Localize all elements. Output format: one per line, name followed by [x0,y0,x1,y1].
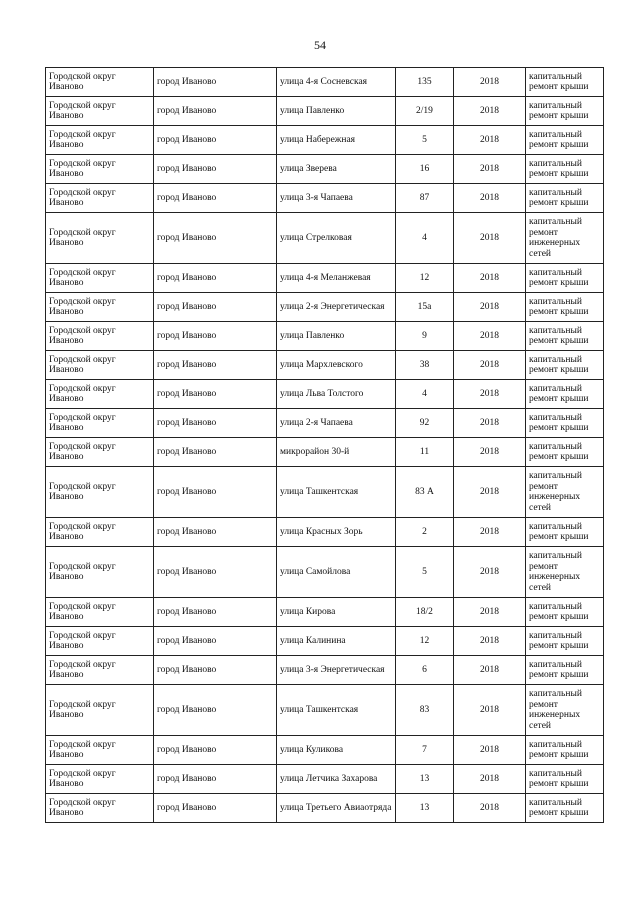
city-cell: город Иваново [154,126,277,155]
year-cell: 2018 [454,155,526,184]
district-cell: Городской округ Иваново [46,736,154,765]
work-type-cell: капитальный ремонт крыши [526,656,604,685]
house-number-cell: 13 [396,794,454,823]
table-row [46,264,604,293]
street-cell: улица Красных Зорь [277,518,396,547]
street-cell: улица 4-я Сосневская [277,68,396,97]
city-cell: город Иваново [154,97,277,126]
house-number-cell: 16 [396,155,454,184]
house-number-cell: 11 [396,438,454,467]
city-cell: город Иваново [154,351,277,380]
house-number-cell: 83 А [396,467,454,518]
street-cell: улица Павленко [277,97,396,126]
city-cell: город Иваново [154,184,277,213]
city-cell: город Иваново [154,685,277,736]
work-type-cell: капитальный ремонт крыши [526,380,604,409]
year-cell: 2018 [454,467,526,518]
table-row [46,656,604,685]
table-row [46,627,604,656]
house-number-cell: 2 [396,518,454,547]
street-cell: улица 3-я Чапаева [277,184,396,213]
district-cell: Городской округ Иваново [46,765,154,794]
house-number-cell: 13 [396,765,454,794]
table-row [46,409,604,438]
work-type-cell: капитальный ремонт крыши [526,518,604,547]
year-cell: 2018 [454,213,526,264]
year-cell: 2018 [454,547,526,598]
city-cell: город Иваново [154,438,277,467]
street-cell: улица Куликова [277,736,396,765]
house-number-cell: 2/19 [396,97,454,126]
city-cell: город Иваново [154,409,277,438]
street-cell: улица Набережная [277,126,396,155]
year-cell: 2018 [454,409,526,438]
district-cell: Городской округ Иваново [46,126,154,155]
year-cell: 2018 [454,736,526,765]
street-cell: улица Третьего Авиаотряда [277,794,396,823]
work-type-cell: капитальный ремонт крыши [526,126,604,155]
house-number-cell: 7 [396,736,454,765]
work-type-cell: капитальный ремонт крыши [526,68,604,97]
district-cell: Городской округ Иваново [46,409,154,438]
district-cell: Городской округ Иваново [46,438,154,467]
district-cell: Городской округ Иваново [46,685,154,736]
street-cell: улица Льва Толстого [277,380,396,409]
house-number-cell: 92 [396,409,454,438]
district-cell: Городской округ Иваново [46,467,154,518]
street-cell: улица 3-я Энергетическая [277,656,396,685]
year-cell: 2018 [454,322,526,351]
city-cell: город Иваново [154,155,277,184]
district-cell: Городской округ Иваново [46,322,154,351]
street-cell: улица 2-я Чапаева [277,409,396,438]
work-type-cell: капитальный ремонт крыши [526,794,604,823]
city-cell: город Иваново [154,656,277,685]
district-cell: Городской округ Иваново [46,656,154,685]
district-cell: Городской округ Иваново [46,380,154,409]
district-cell: Городской округ Иваново [46,794,154,823]
city-cell: город Иваново [154,264,277,293]
house-number-cell: 15а [396,293,454,322]
work-type-cell: капитальный ремонт инженерных сетей [526,685,604,736]
street-cell: улица Ташкентская [277,467,396,518]
table-row [46,547,604,598]
district-cell: Городской округ Иваново [46,68,154,97]
table-row [46,97,604,126]
district-cell: Городской округ Иваново [46,184,154,213]
district-cell: Городской округ Иваново [46,351,154,380]
table-row [46,213,604,264]
city-cell: город Иваново [154,518,277,547]
city-cell: город Иваново [154,547,277,598]
street-cell: улица Ташкентская [277,685,396,736]
house-number-cell: 5 [396,547,454,598]
city-cell: город Иваново [154,68,277,97]
table-row [46,518,604,547]
work-type-cell: капитальный ремонт крыши [526,184,604,213]
table-row [46,322,604,351]
year-cell: 2018 [454,627,526,656]
year-cell: 2018 [454,656,526,685]
district-cell: Городской округ Иваново [46,213,154,264]
work-type-cell: капитальный ремонт крыши [526,322,604,351]
work-type-cell: капитальный ремонт инженерных сетей [526,213,604,264]
district-cell: Городской округ Иваново [46,518,154,547]
page-number: 54 [314,38,326,52]
year-cell: 2018 [454,97,526,126]
table-row [46,351,604,380]
work-type-cell: капитальный ремонт крыши [526,351,604,380]
table-row [46,765,604,794]
year-cell: 2018 [454,380,526,409]
district-cell: Городской округ Иваново [46,264,154,293]
street-cell: улица Самойлова [277,547,396,598]
table-row [46,293,604,322]
work-type-cell: капитальный ремонт крыши [526,598,604,627]
street-cell: улица Калинина [277,627,396,656]
table-row [46,380,604,409]
table-row [46,794,604,823]
work-type-cell: капитальный ремонт крыши [526,155,604,184]
street-cell: улица Стрелковая [277,213,396,264]
street-cell: улица 2-я Энергетическая [277,293,396,322]
table-row [46,126,604,155]
street-cell: улица 4-я Меланжевая [277,264,396,293]
house-number-cell: 4 [396,380,454,409]
district-cell: Городской округ Иваново [46,97,154,126]
district-cell: Городской округ Иваново [46,547,154,598]
city-cell: город Иваново [154,213,277,264]
city-cell: город Иваново [154,322,277,351]
district-cell: Городской округ Иваново [46,155,154,184]
work-type-cell: капитальный ремонт крыши [526,409,604,438]
table-row [46,467,604,518]
work-type-cell: капитальный ремонт крыши [526,736,604,765]
house-number-cell: 18/2 [396,598,454,627]
work-type-cell: капитальный ремонт инженерных сетей [526,547,604,598]
house-number-cell: 87 [396,184,454,213]
year-cell: 2018 [454,264,526,293]
work-type-cell: капитальный ремонт крыши [526,627,604,656]
table-row [46,184,604,213]
work-type-cell: капитальный ремонт крыши [526,765,604,794]
table-row [46,438,604,467]
street-cell: улица Зверева [277,155,396,184]
work-type-cell: капитальный ремонт крыши [526,97,604,126]
work-type-cell: капитальный ремонт крыши [526,438,604,467]
house-number-cell: 83 [396,685,454,736]
street-cell: улица Мархлевского [277,351,396,380]
year-cell: 2018 [454,518,526,547]
city-cell: город Иваново [154,794,277,823]
house-number-cell: 4 [396,213,454,264]
house-number-cell: 38 [396,351,454,380]
district-cell: Городской округ Иваново [46,293,154,322]
table-row [46,685,604,736]
house-number-cell: 5 [396,126,454,155]
table-row [46,598,604,627]
table-body [46,68,604,823]
house-number-cell: 12 [396,264,454,293]
table-row [46,68,604,97]
work-type-cell: капитальный ремонт крыши [526,293,604,322]
district-cell: Городской округ Иваново [46,598,154,627]
year-cell: 2018 [454,68,526,97]
year-cell: 2018 [454,293,526,322]
city-cell: город Иваново [154,467,277,518]
house-number-cell: 6 [396,656,454,685]
table-row [46,155,604,184]
city-cell: город Иваново [154,293,277,322]
city-cell: город Иваново [154,627,277,656]
year-cell: 2018 [454,765,526,794]
year-cell: 2018 [454,438,526,467]
street-cell: улица Кирова [277,598,396,627]
year-cell: 2018 [454,126,526,155]
street-cell: микрорайон 30-й [277,438,396,467]
city-cell: город Иваново [154,380,277,409]
city-cell: город Иваново [154,765,277,794]
year-cell: 2018 [454,184,526,213]
house-number-cell: 12 [396,627,454,656]
city-cell: город Иваново [154,736,277,765]
work-type-cell: капитальный ремонт инженерных сетей [526,467,604,518]
house-number-cell: 9 [396,322,454,351]
year-cell: 2018 [454,794,526,823]
repair-schedule-table [45,67,604,823]
street-cell: улица Павленко [277,322,396,351]
year-cell: 2018 [454,598,526,627]
district-cell: Городской округ Иваново [46,627,154,656]
year-cell: 2018 [454,685,526,736]
city-cell: город Иваново [154,598,277,627]
house-number-cell: 135 [396,68,454,97]
street-cell: улица Летчика Захарова [277,765,396,794]
table-row [46,736,604,765]
year-cell: 2018 [454,351,526,380]
work-type-cell: капитальный ремонт крыши [526,264,604,293]
